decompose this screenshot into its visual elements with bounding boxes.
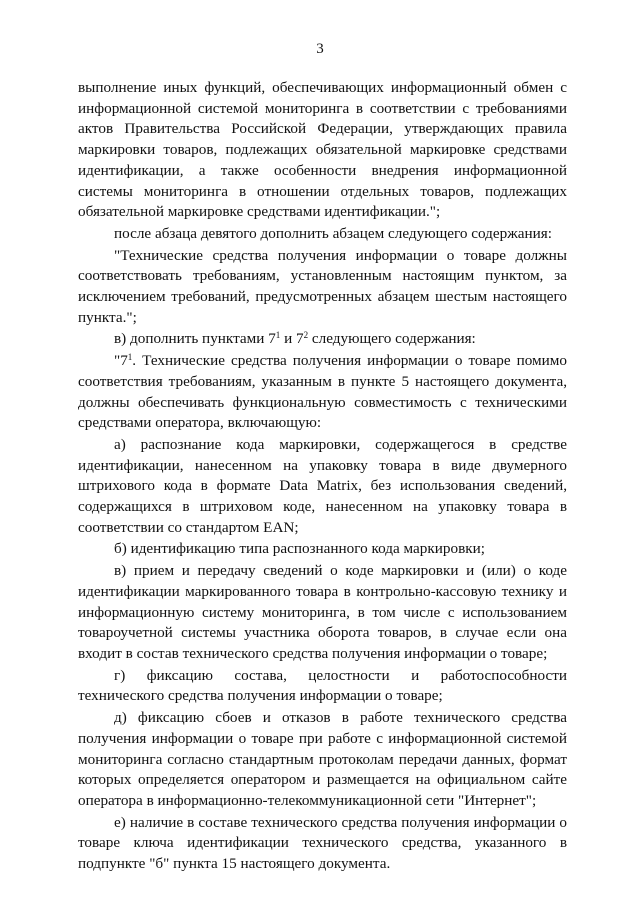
paragraph-subitem-e: е) наличие в составе технического средства получения информации о товаре ключа идентификации технического средства, указанного в подпункте "б" пункта 15 настоящего документа.: [78, 813, 567, 873]
paragraph-subitem-a: а) распознание кода маркировки, содержащегося в средстве идентификации, нанесенном на упаковку товара в виде двумерного штрихового кода в формате Data Matrix, без использования сведений, содержащихся в штриховом коде, нанесенном на упаковку товара в соответствии со стандартом EAN;: [78, 435, 567, 536]
item-v-text-mid: и 7: [280, 330, 304, 348]
item-v-text-after: следующего содержания:: [308, 330, 476, 348]
point-7-1-sup: 1: [127, 352, 133, 363]
paragraph-quoted-requirement: "Технические средства получения информации о товаре должны соответствовать требованиям, установленным настоящим пунктом, за исключением требований, предусмотренных абзацем шестым настоящего пункта.";: [78, 246, 567, 326]
document-body: [78, 78, 567, 875]
paragraph-continuation: выполнение иных функций, обеспечивающих информационный обмен с информационной системой мониторинга в соответствии с требованиями актов Правительства Российской Федерации, утверждающих правила маркировки товаров, подлежащих обязательной маркировке средствами идентификации, а также особенности внедрения информационной системы мониторинга в отношении отдельных товаров, подлежащих обязательной маркировке средствами идентификации.";: [78, 79, 567, 221]
point-7-1-text-before: "7: [114, 352, 128, 370]
paragraph-subitem-d: д) фиксацию сбоев и отказов в работе технического средства получения информации о товаре при работе с информационной системой мониторинга согласно стандартным протоколам передачи данных, формат которых определяется оператором и размещается на официальном сайте оператора в информационно-телекоммуникационной сети "Интернет";: [78, 709, 567, 809]
point-7-1-text-after: . Технические средства получения информации о товаре помимо соответствия требованиям, указанным в пункте 5 настоящего документа, должны обеспечивать функциональную совместимость с техническими средствами оператора, включающую:: [78, 352, 567, 432]
paragraph-subitem-v: в) прием и передачу сведений о коде маркировки и (или) о коде идентификации маркированного товара в контрольно-кассовую технику и информационную систему мониторинга, в том числе с использованием товароучетной системы участника оборота товаров, в случае если она входит в состав технического средства получения информации о товаре;: [78, 562, 567, 662]
paragraph-subitem-g: г) фиксацию состава, целостности и работоспособности технического средства получения информации о товаре;: [78, 666, 567, 705]
paragraph-item-v: [78, 329, 567, 350]
item-v-text-before: в) дополнить пунктами 7: [114, 330, 276, 348]
paragraph-point-7-1: [78, 351, 567, 434]
paragraph-insert-instruction: после абзаца девятого дополнить абзацем следующего содержания:: [114, 224, 552, 242]
paragraph-subitem-b: б) идентификацию типа распознанного кода маркировки;: [114, 540, 485, 558]
item-v-sup-2: 2: [303, 330, 309, 341]
item-v-sup-1: 1: [275, 330, 281, 341]
page-number: 3: [316, 41, 324, 57]
